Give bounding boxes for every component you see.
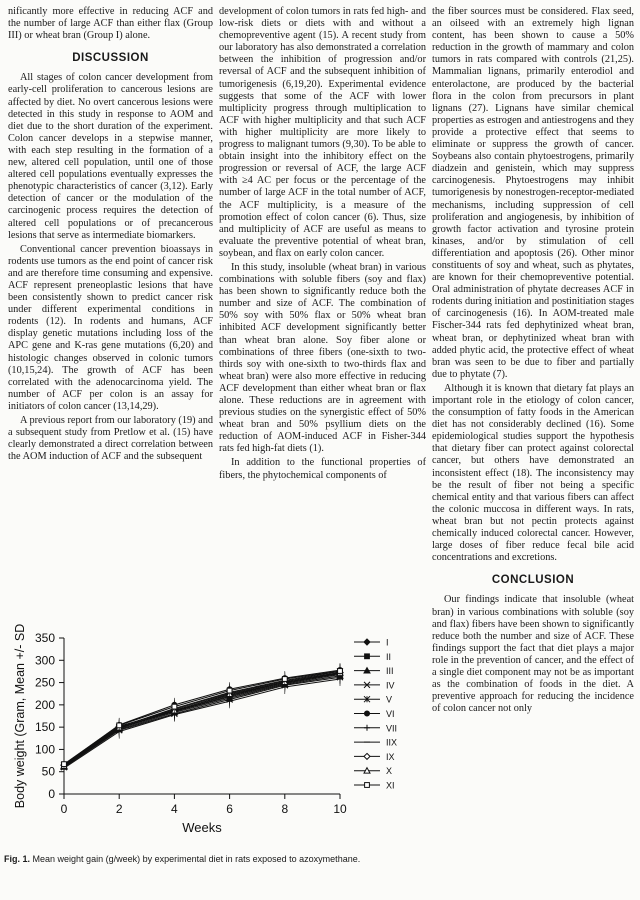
y-tick-label: 300 bbox=[34, 653, 55, 668]
legend-label: X bbox=[386, 766, 393, 777]
discussion-paragraph-1: All stages of colon cancer development from early-cell proliferation to cancerous lesions are affected by diet. No overt cancerous lesions were detected in this study in response to AOM and diet due to the short duration of the experiment. Colon cancer develops in a stepwise manner, with each step resulting in the formation of a new, altered cell population, until one of those altered cell populations eventually expresses the phenotypic characteristics of cancer (3,12). Early detection of cancer or the modulation of the carcinogenic process requires the detection of altered cell populations or of precancerous lesions that serve as intermediate biomarkers. bbox=[8, 72, 213, 241]
data-point bbox=[338, 669, 343, 674]
legend-label: II bbox=[386, 651, 392, 662]
legend-label: VI bbox=[386, 709, 395, 719]
legend-marker bbox=[364, 725, 370, 731]
x-tick-label: 6 bbox=[226, 802, 233, 816]
intro-paragraph: nificantly more effective in reducing ACF and the number of large ACF than either flax (Group III) or wheat bran (Group I) alone. bbox=[8, 6, 213, 42]
text-column-3 bbox=[432, 6, 634, 896]
data-point bbox=[172, 704, 177, 709]
conclusion-heading: CONCLUSION bbox=[491, 574, 575, 587]
discussion-paragraph-4: development of colon tumors in rats fed high- and low-risk diets or diets with and without a chemopreventive agent (15). A recent study from our laboratory has also demonstrated a correlation between the inhibition of progression and/or reversal of ACF and the subsequent inhibition of tumorigenesis (6,19,20). Experimental evidence suggests that some of the ACF with lower multiplicity progress through multiplication to ACF with higher multiplicity and that such ACF with higher multiplicity are more likely to progress to malignant tumors (9,30). To be able to obtain insight into the inhibitory effect on the progression or reversal of ACF, the large ACF with ≥4 AC per focus or the percentage of the number of large ACF in the total number of ACF, the ACF multiplicity, is a measure of the promotion effect of colon cancer (6). Thus, size and multiplicity of ACF are useful as means to evaluate the preventive potential of wheat bran, soybean, and flax on early colon cancer. bbox=[219, 6, 426, 259]
series-line-VII bbox=[64, 674, 340, 767]
y-tick-label: 150 bbox=[34, 720, 55, 735]
legend-entry-IV bbox=[354, 680, 395, 690]
series-line-I bbox=[64, 673, 340, 765]
discussion-paragraph-3: A previous report from our laboratory (19) and a subsequent study from Pretlow et al. (15) have clearly demonstrated a direct correlation between the AOM induction of ACF and the subsequent bbox=[8, 415, 213, 463]
series-line-V bbox=[64, 671, 340, 765]
discussion-paragraph-2: Conventional cancer prevention bioassays in rodents use tumors as the end point of cancer risk and are therefore time consuming and expensive. ACF represent preneoplastic lesions that have been consistently shown to predict cancer risk under different experimental conditions in rodents (12). In rodents and humans, ACF display genetic mutations including loss of the APC gene and K-ras gene mutations (6,20) and histologic changes observed in colonic tumors (10,15,24). The growth of ACF has been correlated with the adenocarcinoma yield. The number of ACF per colon is an assay for initiators of colon cancer (13,14,29). bbox=[8, 243, 213, 412]
legend-label: VII bbox=[386, 723, 398, 734]
data-point bbox=[117, 723, 122, 728]
x-tick-label: 8 bbox=[281, 802, 289, 816]
legend-entry-III bbox=[354, 666, 394, 676]
legend-marker bbox=[364, 711, 369, 716]
discussion-paragraph-7: the fiber sources must be considered. Flax seed, an oilseed with an extremely high lignan content, has been shown to cause a 50% reduction in the growth of mammary and colon tumors in rats compared with controls (21,25). Mammalian lignans, primarily enterodiol and enterolactone, are produced by the bacterial flora in the colon from precursors in plant lignans (27). Lignans have similar chemical properties as estrogen and antiestrogens and they provide a protective effect that seems to eliminate or suppress the growth of cancer. Soybeans also contain phytoestrogens, primarily diadzein and genistein, which may suppress carcinogenesis. Phytoestrogens may inhibit tumorigenesis by nonestrogen-receptor-mediated mechanisms, including suppression of cell proliferation and angiogenesis, by inhibition of growth factor activation and tyrosine protein kinases, and/or by stimulation of cell differentiation and apoptosis (26). Other minor constituents of soy and wheat, such as phytates, are known for their chemopreventive potential. Oral administration of phytate decreases ACF in rodents during initiation and postinitiation stages of carcinogenesis (16). In AOM-treated male Fischer-344 rats fed dephytinized wheat bran, wheat bran, or dephytinized wheat bran with added phytic acid, the protective effect of wheat bran was seen to be due to fiber and partially due to phytate (7). bbox=[432, 6, 634, 380]
x-tick-label: 2 bbox=[115, 802, 123, 816]
discussion-heading: DISCUSSION bbox=[72, 52, 149, 65]
x-axis-label: Weeks bbox=[182, 820, 222, 835]
series-IIX bbox=[61, 672, 343, 775]
series-IV bbox=[61, 670, 343, 774]
legend-entry-IX bbox=[354, 752, 395, 762]
legend-entry-X bbox=[354, 766, 392, 776]
legend-label: XI bbox=[386, 780, 395, 791]
legend-marker bbox=[365, 783, 370, 788]
chart-legend bbox=[354, 638, 397, 791]
legend-entry-VI bbox=[354, 709, 395, 719]
series-line-X bbox=[64, 673, 340, 766]
legend-entry-XI bbox=[354, 781, 395, 791]
series-line-IV bbox=[64, 677, 340, 767]
x-tick-label: 0 bbox=[60, 802, 68, 816]
y-tick-label: 350 bbox=[34, 631, 55, 645]
figure-caption bbox=[4, 854, 424, 865]
series-line-VI bbox=[64, 670, 340, 764]
conclusion-paragraph: Our findings indicate that insoluble (wheat bran) in various combinations with soluble (soy and flax) fibers have been shown to significantly reduce both the number and size of ACF. These findings support the fact that diet plays a major role in the prevention of cancer, and the effect of a single diet component may not be as important as the combination of foods in the diet. A preventive approach for reducing the incidence of colon cancer not only bbox=[432, 594, 634, 715]
text-column-1 bbox=[8, 6, 213, 624]
data-point bbox=[282, 677, 287, 682]
legend-label: V bbox=[386, 694, 393, 705]
x-tick-label: 10 bbox=[333, 802, 347, 816]
legend-entry-I bbox=[354, 638, 389, 648]
legend-entry-VII bbox=[354, 723, 397, 733]
legend-marker bbox=[365, 654, 370, 659]
chart-series bbox=[61, 663, 343, 775]
discussion-paragraph-8: Although it is known that dietary fat plays an important role in the etiology of colon cancer, the consumption of fatty foods in the American diet has not considerably declined (16). Some epidemiological studies support the hypothesis that dietary fiber can protect against colorectal cancer, but others have demonstrated an inconsistent effect (18). The inconsistency may be the result of fiber not being a specific chemical entity and that various fibers can affect the colonic muccosa in different ways. In rats, wheat bran but not pectin protects against chemically induced colorectal cancer. However, large doses of fiber reduce fecal bile acid concentrations and excretions. bbox=[432, 382, 634, 564]
series-line-IIX bbox=[64, 679, 340, 768]
legend-label: III bbox=[386, 666, 394, 677]
y-axis-label: Body weight (Gram, Mean +/- SD bbox=[13, 624, 27, 809]
discussion-paragraph-6: In addition to the functional properties of fibers, the phytochemical components of bbox=[219, 457, 426, 481]
legend-entry-V bbox=[354, 695, 392, 705]
series-line-IX bbox=[64, 672, 340, 765]
series-line-II bbox=[64, 675, 340, 766]
data-point bbox=[227, 688, 232, 693]
y-tick-label: 100 bbox=[34, 742, 55, 757]
legend-label: I bbox=[386, 637, 389, 648]
weight-gain-chart bbox=[4, 624, 428, 854]
legend-marker bbox=[364, 639, 370, 645]
legend-label: IX bbox=[386, 751, 395, 762]
figure-caption-text: Mean weight gain (g/week) by experimental diet in rats exposed to azoxymethane. bbox=[32, 854, 361, 864]
x-tick-label: 4 bbox=[171, 802, 178, 816]
y-tick-label: 0 bbox=[48, 787, 55, 801]
legend-marker bbox=[364, 753, 370, 759]
legend-label: IV bbox=[386, 680, 395, 691]
legend-label: IIX bbox=[386, 737, 398, 748]
figure-caption-label: Fig. 1. bbox=[4, 854, 31, 864]
chart-axes bbox=[13, 624, 347, 835]
text-column-2 bbox=[219, 6, 426, 614]
discussion-paragraph-5: In this study, insoluble (wheat bran) in various combinations with soluble fibers (soy and flax) has been shown to significantly reduce both the number and size of ACF. The combination of 50% soy with 50% flax or 50% wheat bran inhibited ACF development significantly better than wheat bran alone. Soy fiber alone or combinations of three fibers (one-sixth to two-thirds soy with one-sixth to two-thirds flax and wheat bran) were also more effective in reducing ACF development than either wheat bran or flax alone. These reductions are in agreement with previous studies on the synergistic effect of 50% wheat bran and 50% psyllium diets on the reduction of AOM-induced ACF in Fisher-344 rats fed high-fat diets (1). bbox=[219, 261, 426, 455]
series-line-III bbox=[64, 676, 340, 767]
y-tick-label: 50 bbox=[41, 764, 55, 779]
y-tick-label: 250 bbox=[34, 675, 55, 690]
legend-entry-II bbox=[354, 652, 391, 662]
data-point bbox=[62, 762, 67, 767]
y-tick-label: 200 bbox=[34, 697, 55, 712]
legend-entry-IIX bbox=[354, 738, 397, 748]
